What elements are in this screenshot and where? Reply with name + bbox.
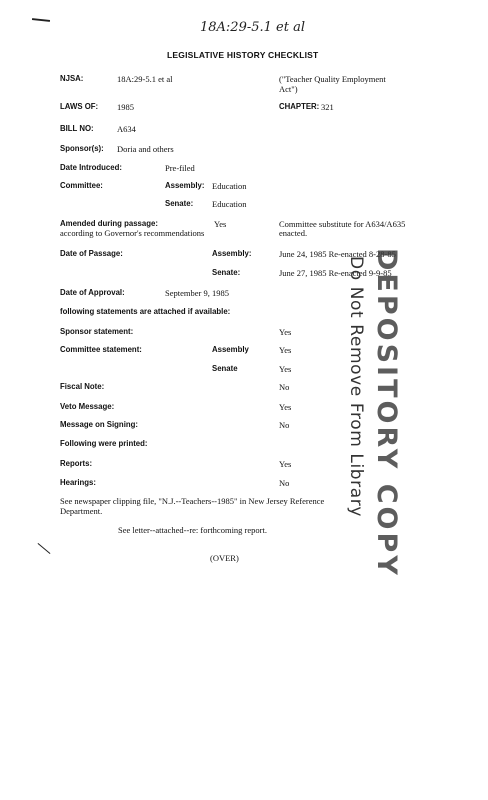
njsa-note-line1: ("Teacher Quality Employment — [279, 74, 386, 84]
page-title: LEGISLATIVE HISTORY CHECKLIST — [167, 50, 319, 60]
committee-senate-label: Senate: — [165, 199, 194, 208]
committee-assembly-value: Education — [212, 181, 247, 191]
njsa-value: 18A:29-5.1 et al — [117, 74, 173, 84]
passage-assembly-value: June 24, 1985 Re-enacted 8-28-85 — [279, 249, 396, 259]
passage-label: Date of Passage: — [60, 249, 123, 258]
njsa-label: NJSA: — [60, 74, 84, 83]
scan-dash-mark — [32, 18, 50, 22]
bill-no-label: BILL NO: — [60, 124, 94, 133]
hearings-value: No — [279, 478, 290, 488]
committee-statement-senate-label: Senate — [212, 364, 238, 373]
do-not-remove-stamp: Do Not Remove From Library — [346, 256, 366, 518]
amended-note-line2: enacted. — [279, 228, 308, 238]
clipping-note-line1: See newspaper clipping file, "N.J.--Teachers--1985" in New Jersey Reference — [60, 496, 325, 506]
committee-label: Committee: — [60, 181, 103, 190]
fiscal-note-label: Fiscal Note: — [60, 382, 105, 391]
letter-note: See letter--attached--re: forthcoming report. — [118, 525, 267, 535]
sponsor-statement-value: Yes — [279, 327, 292, 337]
reports-label: Reports: — [60, 459, 93, 468]
depository-copy-stamp: DEPOSITORY COPY — [371, 248, 402, 578]
amended-note-line1: Committee substitute for A634/A635 — [279, 219, 406, 229]
message-on-signing-label: Message on Signing: — [60, 420, 138, 429]
chapter-value: 321 — [321, 102, 334, 112]
sponsors-value: Doria and others — [117, 144, 174, 154]
njsa-note-line2: Act") — [279, 84, 298, 94]
laws-of-value: 1985 — [117, 102, 134, 112]
sponsor-statement-label: Sponsor statement: — [60, 327, 134, 336]
amended-sub: according to Governor's recommendations — [60, 228, 205, 238]
date-introduced-label: Date Introduced: — [60, 163, 122, 172]
passage-senate-value: June 27, 1985 Re-enacted 9-9-85 — [279, 268, 392, 278]
over-note: (OVER) — [210, 553, 239, 563]
laws-of-label: LAWS OF: — [60, 102, 99, 111]
approval-value: September 9, 1985 — [165, 288, 229, 298]
amended-value: Yes — [214, 219, 227, 229]
clipping-note-line2: Department. — [60, 506, 103, 516]
committee-senate-value: Education — [212, 199, 247, 209]
veto-message-value: Yes — [279, 402, 292, 412]
message-on-signing-value: No — [279, 420, 290, 430]
handwritten-reference: 18A:29-5.1 et al — [200, 20, 306, 35]
passage-senate-label: Senate: — [212, 268, 241, 277]
chapter-label: CHAPTER: — [279, 102, 320, 111]
fiscal-note-value: No — [279, 382, 290, 392]
hearings-label: Hearings: — [60, 478, 96, 487]
bill-no-value: A634 — [117, 124, 136, 134]
approval-label: Date of Approval: — [60, 288, 125, 297]
passage-assembly-label: Assembly: — [212, 249, 252, 258]
reports-value: Yes — [279, 459, 292, 469]
printed-heading: Following were printed: — [60, 439, 148, 448]
scan-stroke-mark — [38, 543, 51, 554]
committee-statement-assembly-value: Yes — [279, 345, 292, 355]
committee-statement-senate-value: Yes — [279, 364, 292, 374]
committee-assembly-label: Assembly: — [165, 181, 205, 190]
committee-statement-assembly-label: Assembly — [212, 345, 249, 354]
committee-statement-label: Committee statement: — [60, 345, 142, 354]
attached-heading: following statements are attached if available: — [60, 307, 231, 316]
amended-label: Amended during passage: — [60, 219, 158, 228]
sponsors-label: Sponsor(s): — [60, 144, 104, 153]
date-introduced-value: Pre-filed — [165, 163, 195, 173]
veto-message-label: Veto Message: — [60, 402, 115, 411]
